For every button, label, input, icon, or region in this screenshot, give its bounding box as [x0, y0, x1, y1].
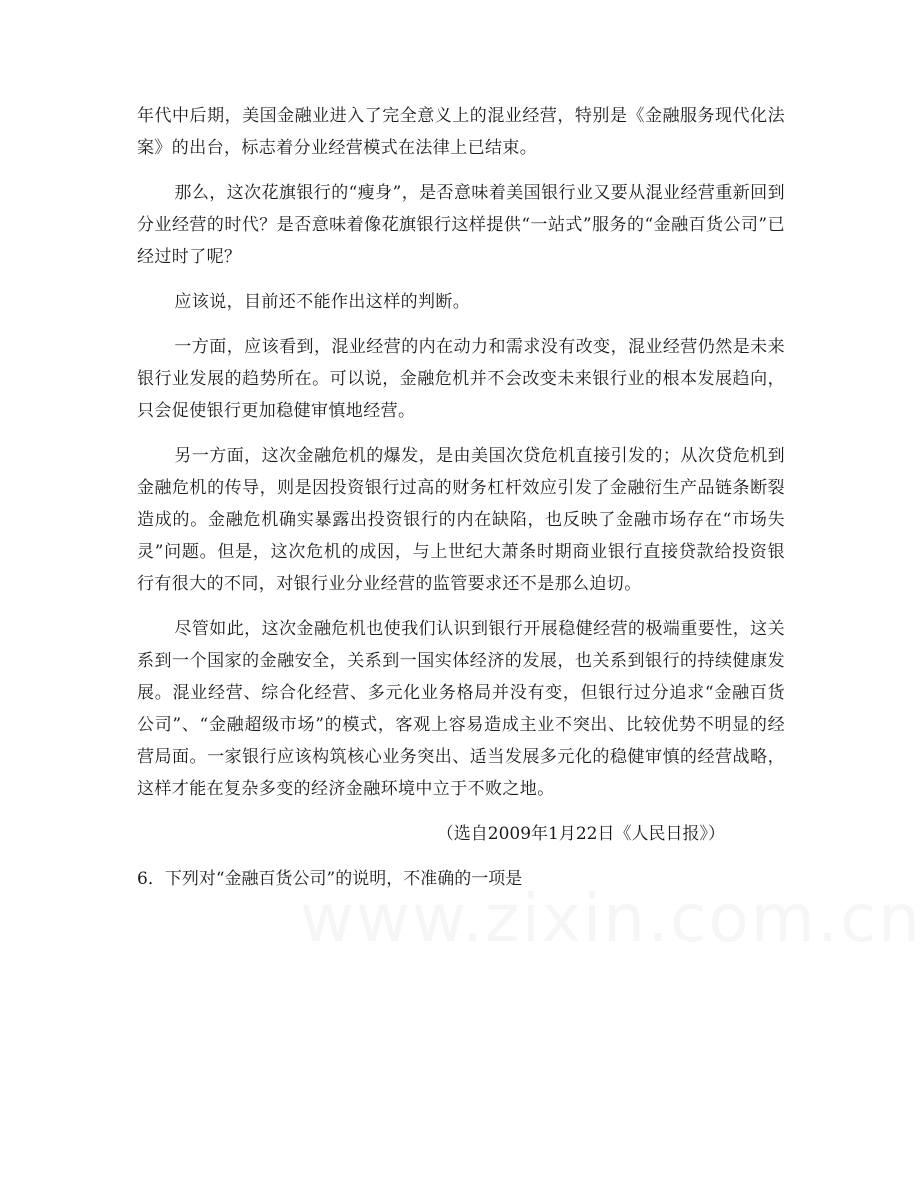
paragraph-continued: 年代中后期，美国金融业进入了完全意义上的混业经营，特别是《金融服务现代化法案》的出台，标志着分业经营模式在法律上已结束。: [137, 106, 785, 158]
paragraph: 尽管如此，这次金融危机也使我们认识到银行开展稳健经营的极端重要性，这关系到一个国家的金融安全，关系到一国实体经济的发展，也关系到银行的持续健康发展。混业经营、综合化经营、多元化业务格局并没有变，但银行过分追求“金融百货公司”、“金融超级市场”的模式，客观上容易造成主业不突出、比较优势不明显的经营局面。一家银行应该构筑核心业务突出、适当发展多元化的稳健审慎的经营战略，这样才能在复杂多变的经济金融环境中立于不败之地。: [137, 619, 785, 799]
question-6: 6．下列对“金融百货公司”的说明，不准确的一项是: [137, 869, 523, 889]
document-body: [137, 100, 785, 895]
source-citation: （选自2009年1月22日《人民日报》）: [436, 824, 725, 844]
paragraph: 应该说，目前还不能作出这样的判断。: [174, 292, 471, 312]
paragraph: 另一方面，这次金融危机的爆发，是由美国次贷危机直接引发的；从次贷危机到金融危机的传导，则是因投资银行过高的财务杠杆效应引发了金融衍生产品链条断裂造成的。金融危机确实暴露出投资银行的内在缺陷，也反映了金融市场存在“市场失灵”问题。但是，这次危机的成因，与上世纪大萧条时期商业银行直接贷款给投资银行有很大的不同，对银行业分业经营的监管要求还不是那么迫切。: [137, 446, 785, 594]
paragraph: 那么，这次花旗银行的“瘦身”，是否意味着美国银行业又要从混业经营重新回到分业经营的时代？是否意味着像花旗银行这样提供“一站式”服务的“金融百货公司”已经过时了呢？: [137, 183, 785, 267]
paragraph: 一方面，应该看到，混业经营的内在动力和需求没有改变，混业经营仍然是未来银行业发展的趋势所在。可以说，金融危机并不会改变未来银行业的根本发展趋向，只会促使银行更加稳健审慎地经营。: [137, 337, 785, 421]
